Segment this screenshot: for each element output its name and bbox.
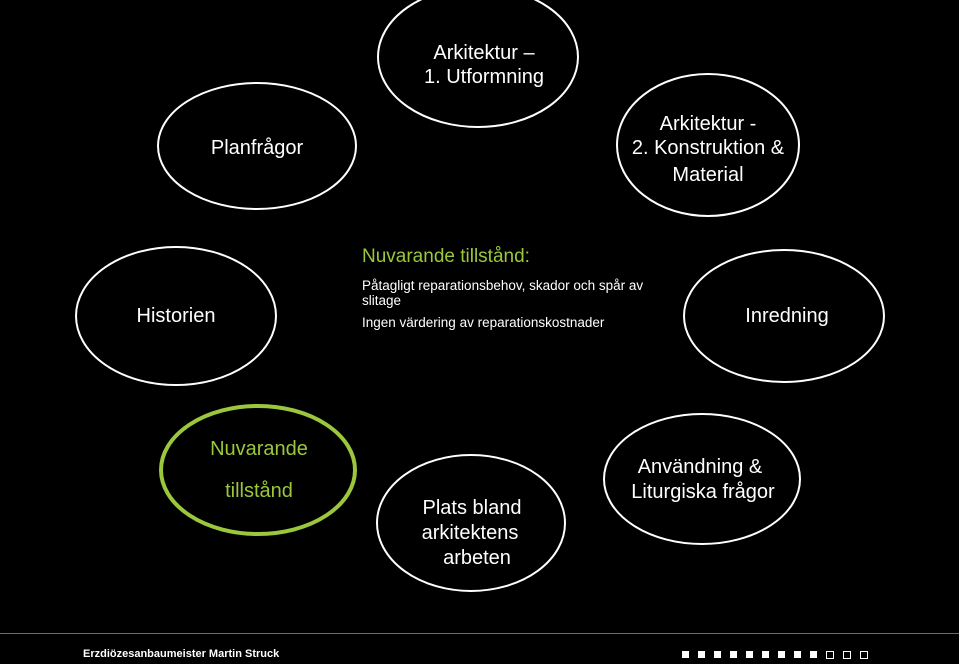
footer-square-icon [746, 651, 753, 658]
node-nuvarande-tillstand-line-1: Nuvarande [210, 438, 308, 460]
footer-square-icon [730, 651, 737, 658]
node-planfragor-label: Planfrågor [210, 137, 304, 159]
center-description [362, 246, 652, 337]
center-line-2: Ingen värdering av reparationskostnader [362, 315, 605, 330]
node-anvandning-line-2: Liturgiska frågor [631, 481, 775, 503]
node-nuvarande-tillstand-ellipse [161, 406, 355, 534]
node-arkitektur-konstruktion-line-2: 2. Konstruktion & [631, 137, 785, 159]
node-inredning-label: Inredning [745, 305, 829, 327]
center-title: Nuvarande tillstånd: [362, 246, 530, 267]
node-arkitektur-utformning-line-1: Arkitektur – [433, 42, 535, 64]
center-line-1: Påtagligt reparationsbehov, skador och spår av slitage [362, 278, 644, 308]
node-historien-label: Historien [136, 305, 216, 327]
footer-square-outline-icon [860, 651, 868, 659]
footer-square-outline-icon [843, 651, 851, 659]
node-anvandning-ellipse [604, 414, 800, 544]
footer-square-outline-icon [826, 651, 834, 659]
footer-square-icon [810, 651, 817, 658]
node-nuvarande-tillstand-line-2: tillstånd [225, 480, 293, 502]
node-arkitektur-utformning-line-2: 1. Utformning [423, 66, 545, 88]
node-plats-bland-line-2: arkitektens [421, 522, 519, 544]
node-arkitektur-konstruktion-line-1: Arkitektur - [659, 113, 757, 135]
node-plats-bland-line-3: arbeten [443, 547, 511, 569]
footer-author: Erzdiözesanbaumeister Martin Struck [83, 648, 280, 660]
footer-square-icon [762, 651, 769, 658]
footer-square-icon [682, 651, 689, 658]
footer-square-icon [778, 651, 785, 658]
footer-square-icon [698, 651, 705, 658]
node-arkitektur-konstruktion-line-3: Material [672, 164, 744, 186]
footer-square-icon [714, 651, 721, 658]
node-anvandning-line-1: Användning & [637, 456, 763, 478]
footer-decoration [682, 651, 868, 659]
node-plats-bland-line-1: Plats bland [422, 497, 522, 519]
footer-square-icon [794, 651, 801, 658]
